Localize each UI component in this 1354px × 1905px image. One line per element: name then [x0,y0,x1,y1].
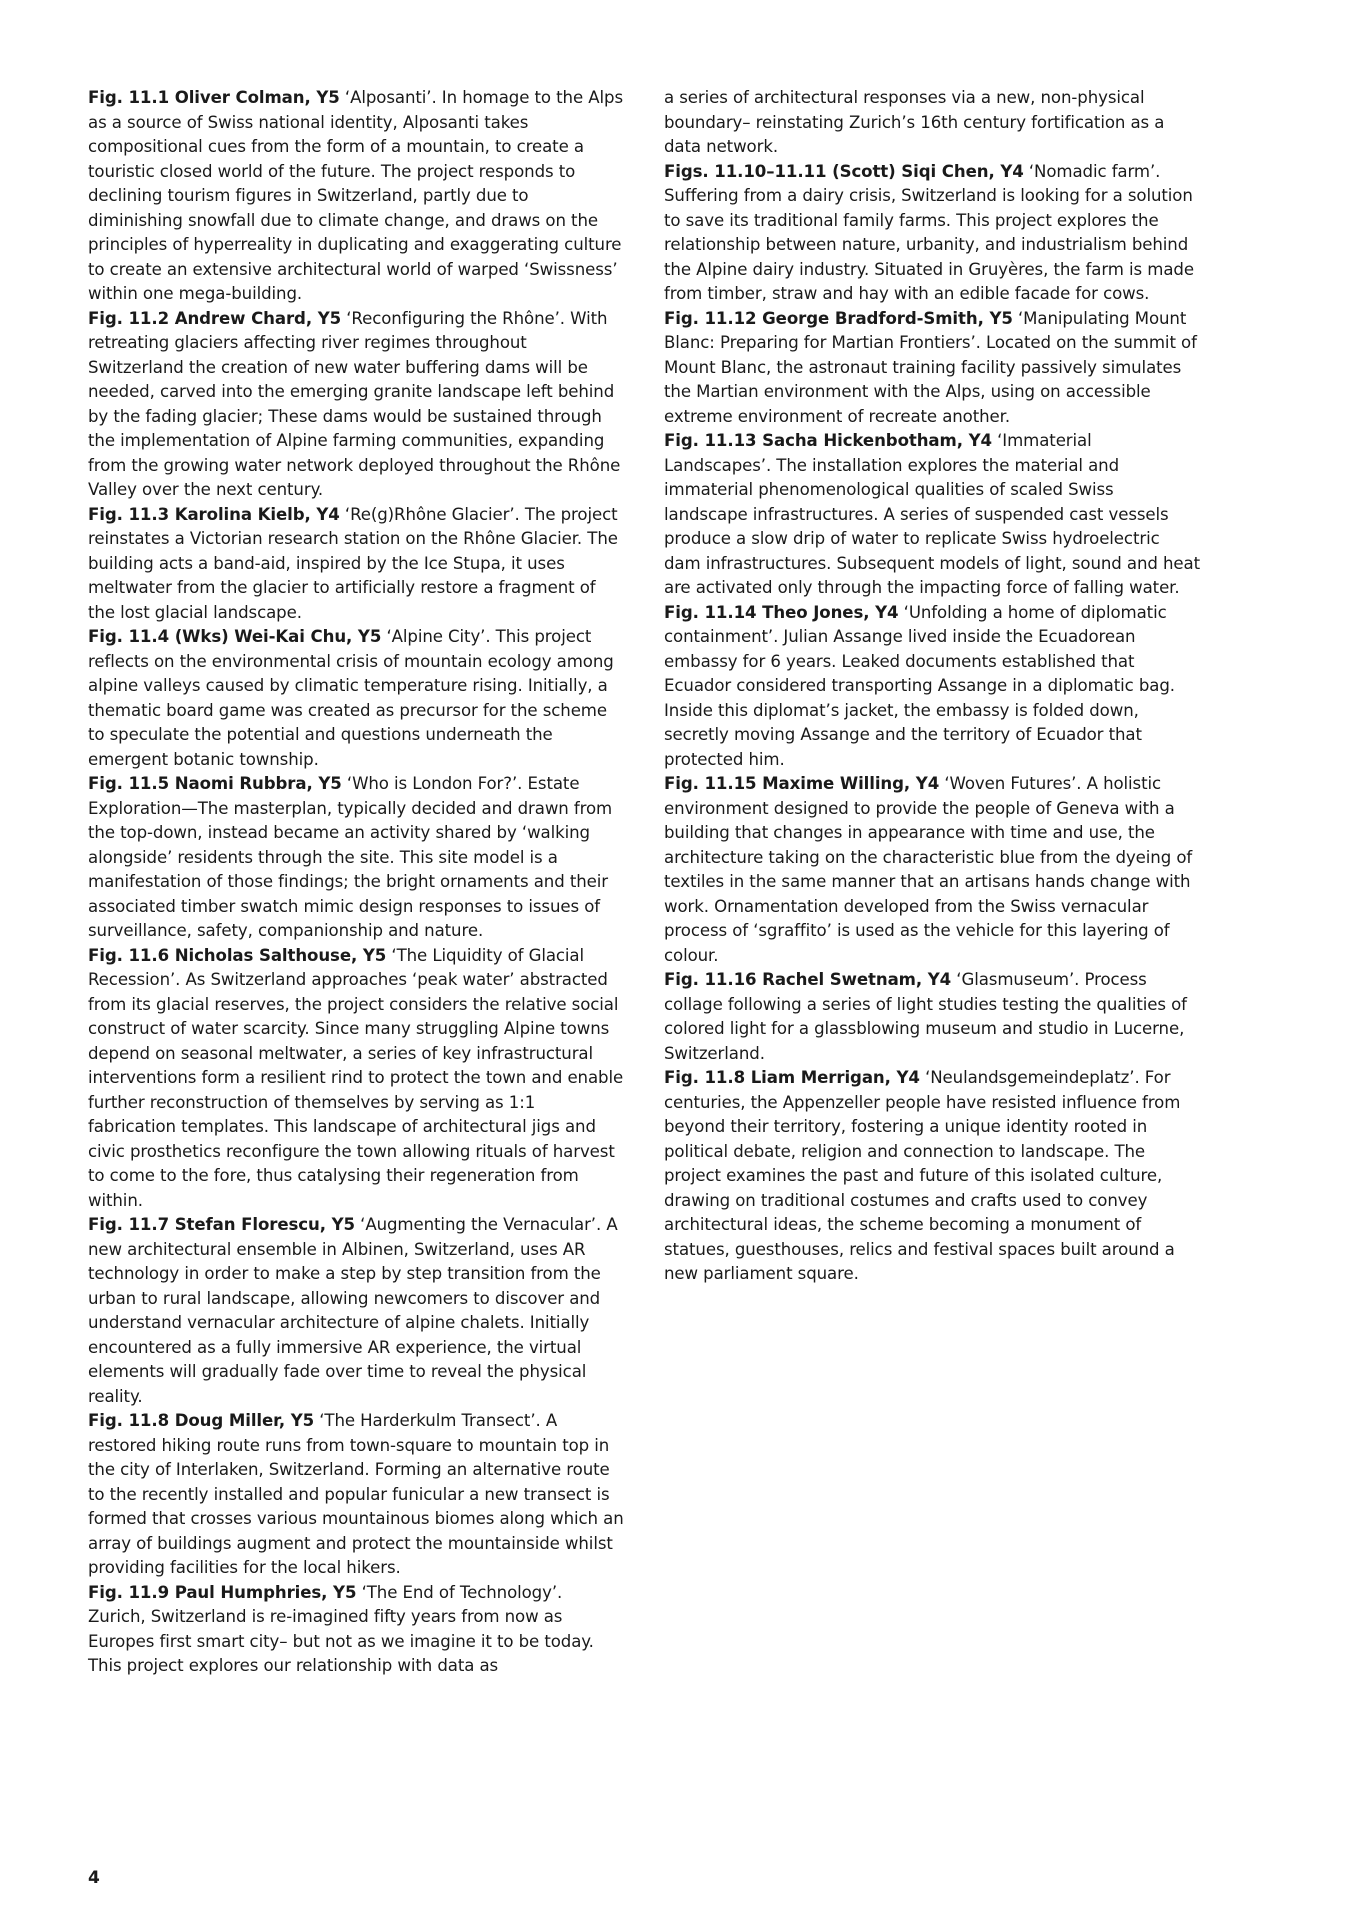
caption-heading: Fig. 11.8 Liam Merrigan, Y4 [664,1068,920,1087]
caption-heading: Figs. 11.10–11.11 (Scott) Siqi Chen, Y4 [664,161,1024,181]
caption-text: ‘Re(g)Rhône Glacier’. The project reinstates a Victorian research station on the Rhône Glacier. The building acts a band-aid, inspired by the Ice Stupa, it uses meltwater from the glacier to artificially restore a fragment of the lost glacial landscape. [88,504,618,622]
caption-heading: Fig. 11.8 Doug Miller, Y5 [88,1411,315,1430]
page-number: 4 [88,1868,100,1888]
caption-entry [88,503,624,626]
caption-text: ‘Who is London For?’. Estate Exploration—The masterplan, typically decided and drawn from the top-down, instead became an activity shared by ‘walking alongside’ residents through the site. This site model is a manifestation of those findings; the bright ornaments and their associated timber swatch mimic design responses to issues of surveillance, safety, companionship and nature. [88,774,613,940]
caption-heading: Fig. 11.1 Oliver Colman, Y5 [88,88,340,107]
left-column [88,86,624,1679]
caption-heading: Fig. 11.13 Sacha Hickenbotham, Y4 [664,431,992,450]
right-column [664,86,1200,1287]
caption-text: ‘Reconfiguring the Rhône’. With retreating glaciers affecting river regimes throughout Switzerland the creation of new water buffering dams will be needed, carved into the emerging granite landscape left behind by the fading glacier; These dams would be sustained through the implementation of Alpine farming communities, expanding from the growing water network deployed throughout the Rhône Valley over the next century. [88,308,621,499]
caption-heading: Fig. 11.3 Karolina Kielb, Y4 [88,504,340,524]
caption-heading: Fig. 11.15 Maxime Willing, Y4 [664,774,940,793]
caption-heading: Fig. 11.12 George Bradford-Smith, Y5 [664,308,1013,328]
caption-text: ‘Immaterial Landscapes’. The installation explores the material and immaterial phenomenological qualities of scaled Swiss landscape infrastructures. A series of suspended cast vessels produce a slow drip of water to replicate Swiss hydroelectric dam infrastructures. Subsequent models of light, sound and heat are activated only through the impacting force of falling water. [664,431,1201,597]
caption-heading: Fig. 11.7 Stefan Florescu, Y5 [88,1215,355,1234]
caption-text: a series of architectural responses via a new, non-physical boundary– reinstating Zurich’s 16th century fortification as a data network. [664,88,1165,156]
caption-entry [664,968,1200,1066]
caption-entry [664,86,1200,160]
caption-text: ‘Unfolding a home of diplomatic containment’. Julian Assange lived inside the Ecuadorean embassy for 6 years. Leaked documents established that Ecuador considered transporting Assange in a diplomatic bag. Inside this diplomat’s jacket, the embassy is folded down, secretly moving Assange and the territory of Ecuador that protected him. [664,602,1175,769]
caption-entry [88,1581,624,1679]
caption-text: ‘The End of Technology’. Zurich, Switzerland is re-imagined fifty years from now as Europes first smart city– but not as we imagine it to be today. This project explores our relationship with data as [88,1582,594,1675]
caption-text: ‘Nomadic farm’. Suffering from a dairy crisis, Switzerland is looking for a solution to save its traditional family farms. This project explores the relationship between nature, urbanity, and industrialism behind the Alpine dairy industry. Situated in Gruyères, the farm is made from timber, straw and hay with an edible facade for cows. [664,161,1194,303]
caption-entry [88,1213,624,1409]
caption-text: ‘Neulandsgemeindeplatz’. For centuries, the Appenzeller people have resisted influence from beyond their territory, fostering a unique identity rooted in political debate, religion and connection to landscape. The project examines the past and future of this isolated culture, drawing on traditional costumes and crafts used to convey architectural ideas, the scheme becoming a monument of statues, guesthouses, relics and festival spaces built around a new parliament square. [664,1068,1181,1283]
caption-entry [88,86,624,307]
caption-entry [664,429,1200,601]
caption-entry [664,772,1200,968]
caption-entry [664,1066,1200,1287]
caption-heading: Fig. 11.6 Nicholas Salthouse, Y5 [88,945,387,965]
caption-entry [88,1409,624,1581]
caption-entry [664,307,1200,430]
caption-heading: Fig. 11.4 (Wks) Wei-Kai Chu, Y5 [88,627,382,646]
caption-text: ‘Augmenting the Vernacular’. A new architectural ensemble in Albinen, Switzerland, uses AR technology in order to make a step by step transition from the urban to rural landscape, allowing newcomers to discover and understand vernacular architecture of alpine chalets. Initially encountered as a fully immersive AR experience, the virtual elements will gradually fade over time to reveal the physical reality. [88,1215,618,1406]
caption-entry [664,160,1200,307]
caption-heading: Fig. 11.5 Naomi Rubbra, Y5 [88,774,342,793]
caption-heading: Fig. 11.2 Andrew Chard, Y5 [88,308,342,328]
caption-text: ‘Alpine City’. This project reflects on the environmental crisis of mountain ecology among alpine valleys caused by climatic temperature rising. Initially, a thematic board game was created as precursor for the scheme to speculate the potential and questions underneath the emergent botanic township. [88,627,614,769]
caption-text: ‘Glasmuseum’. Process collage following a series of light studies testing the qualities of colored light for a glassblowing museum and studio in Lucerne, Switzerland. [664,970,1187,1063]
caption-text: ‘Alposanti’. In homage to the Alps as a source of Swiss national identity, Alposanti takes compositional cues from the form of a mountain, to create a touristic closed world of the future. The project responds to declining tourism figures in Switzerland, partly due to diminishing snowfall due to climate change, and draws on the principles of hyperreality in duplicating and exaggerating culture to create an extensive architectural world of warped ‘Swissness’ within one mega-building. [88,88,623,303]
caption-heading: Fig. 11.14 Theo Jones, Y4 [664,602,899,622]
caption-text: ‘Woven Futures’. A holistic environment designed to provide the people of Geneva with a building that changes in appearance with time and use, the architecture taking on the characteristic blue from the dyeing of textiles in the same manner that an artisans hands change with work. Ornamentation developed from the Swiss vernacular process of ‘sgraffito’ is used as the vehicle for this layering of colour. [664,774,1193,965]
caption-entry [88,307,624,503]
caption-text: ‘Manipulating Mount Blanc: Preparing for Martian Frontiers’. Located on the summit of Mount Blanc, the astronaut training facility passively simulates the Martian environment with the Alps, using on accessible extreme environment of recreate another. [664,308,1197,426]
caption-entry [88,944,624,1214]
caption-entry [88,772,624,944]
caption-heading: Fig. 11.16 Rachel Swetnam, Y4 [664,970,952,989]
caption-text: ‘The Liquidity of Glacial Recession’. As Switzerland approaches ‘peak water’ abstracted from its glacial reserves, the project considers the relative social construct of water scarcity. Since many struggling Alpine towns depend on seasonal meltwater, a series of key infrastructural interventions form a resilient rind to protect the town and enable further reconstruction of themselves by serving as 1:1 fabrication templates. This landscape of architectural jigs and civic prosthetics reconfigure the town allowing rituals of harvest to come to the fore, thus catalysing their regeneration from within. [88,945,624,1210]
caption-text: ‘The Harderkulm Transect’. A restored hiking route runs from town-square to mountain top in the city of Interlaken, Switzerland. Forming an alternative route to the recently installed and popular funicular a new transect is formed that crosses various mountainous biomes along which an array of buildings augment and protect the mountainside whilst providing facilities for the local hikers. [88,1411,624,1577]
caption-entry [664,601,1200,773]
caption-entry [88,625,624,772]
caption-heading: Fig. 11.9 Paul Humphries, Y5 [88,1582,357,1602]
